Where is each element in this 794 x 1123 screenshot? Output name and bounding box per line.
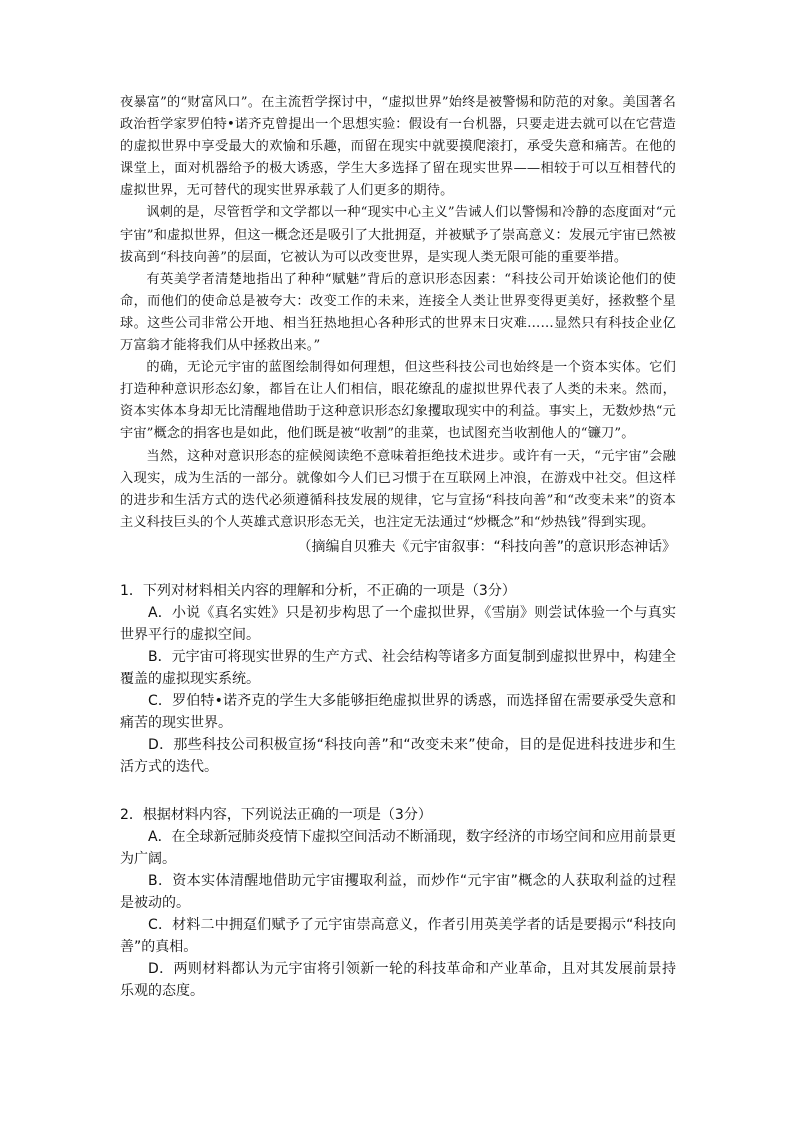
question-option-c: C．材料二中拥趸们赋予了元宇宙崇高意义，作者引用英美学者的话是要揭示“科技向善”的真相。	[120, 916, 676, 955]
passage-paragraph-1: 夜暴富”的“财富风口”。在主流哲学探讨中，“虚拟世界”始终是被警惕和防范的对象。美国著名政治哲学家罗伯特•诺齐克曾提出一个思想实验：假设有一台机器，只要走进去就可以在它营造的虚拟世界中享受最大的欢愉和乐趣，而留在现实中就要摸爬滚打，承受失意和痛苦。在他的课堂上，面对机器给予的极大诱惑，学生大多选择了留在现实世界——相较于可以互相替代的虚拟世界，无可替代的现实世界承载了人们更多的期待。	[120, 95, 676, 199]
question-option-a: A．小说《真名实姓》只是初步构思了一个虚拟世界，《雪崩》则尝试体验一个与真实世界平行的虚拟空间。	[120, 604, 676, 643]
reading-passage	[120, 92, 676, 534]
question-option-c: C．罗伯特•诺齐克的学生大多能够拒绝虚拟世界的诱惑，而选择留在需要承受失意和痛苦的现实世界。	[120, 692, 676, 731]
passage-paragraph-5: 当然，这种对意识形态的症候阅读绝不意味着拒绝技术进步。或许有一天，“元宇宙”会融入现实，成为生活的一部分。就像如今人们已习惯于在互联网上冲浪，在游戏中社交。但这样的进步和生活方式的迭代必须遵循科技发展的规律，它与宣扬“科技向善”和“改变未来”的资本主义科技巨头的个人英雄式意识形态无关，也注定无法通过“炒概念”和“炒热钱”得到实现。	[120, 448, 676, 530]
question-option-a: A．在全球新冠肺炎疫情下虚拟空间活动不断涌现，数字经济的市场空间和应用前景更为广阔。	[120, 828, 676, 867]
question-1	[120, 580, 676, 778]
question-2	[120, 804, 676, 1002]
question-option-b: B．资本实体清醒地借助元宇宙攫取利益，而炒作“元宇宙”概念的人获取利益的过程是被动的。	[120, 872, 676, 911]
question-option-d: D．两则材料都认为元宇宙将引领新一轮的科技革命和产业革命，且对其发展前景持乐观的态度。	[120, 960, 676, 999]
passage-source: （摘编自贝雅夫《元宇宙叙事：“科技向善”的意识形态神话》	[297, 538, 676, 555]
question-option-d: D．那些科技公司积极宣扬“科技向善”和“改变未来”使命，目的是促进科技进步和生活方式的迭代。	[120, 736, 676, 775]
passage-paragraph-3: 有英美学者清楚地指出了种种“赋魅”背后的意识形态因素：“科技公司开始谈论他们的使命，而他们的使命总是被夸大：改变工作的未来，连接全人类让世界变得更美好，拯救整个星球。这些公司非常公开地、相当狂热地担心各种形式的世界末日灾难……显然只有科技企业亿万富翁才能将我们从中拯救出来。”	[120, 271, 676, 354]
document-page	[120, 92, 676, 1002]
passage-paragraph-2: 讽刺的是，尽管哲学和文学都以一种“现实中心主义”告诫人们以警惕和冷静的态度面对“元宇宙”和虚拟世界，但这一概念还是吸引了大批拥趸，并被赋予了崇高意义：发展元宇宙已然被拔高到“科技向善”的层面，它被认为可以改变世界，是实现人类无限可能的重要举措。	[120, 205, 676, 265]
question-stem: 2．根据材料内容，下列说法正确的一项是（3分）	[120, 806, 432, 823]
question-option-b: B．元宇宙可将现实世界的生产方式、社会结构等诸多方面复制到虚拟世界中，构建全覆盖的虚拟现实系统。	[120, 648, 676, 687]
passage-paragraph-4: 的确，无论元宇宙的蓝图绘制得如何理想，但这些科技公司也始终是一个资本实体。它们打造种种意识形态幻象，都旨在让人们相信，眼花缭乱的虚拟世界代表了人类的未来。然而，资本实体本身却无比清醒地借助于这种意识形态幻象攫取现实中的利益。事实上，无数炒热“元宇宙”概念的捐客也是如此，他们既是被“收割”的韭菜，也试图充当收割他人的“镰刀”。	[120, 360, 676, 442]
question-stem: 1．下列对材料相关内容的理解和分析，不正确的一项是（3分）	[120, 582, 516, 599]
